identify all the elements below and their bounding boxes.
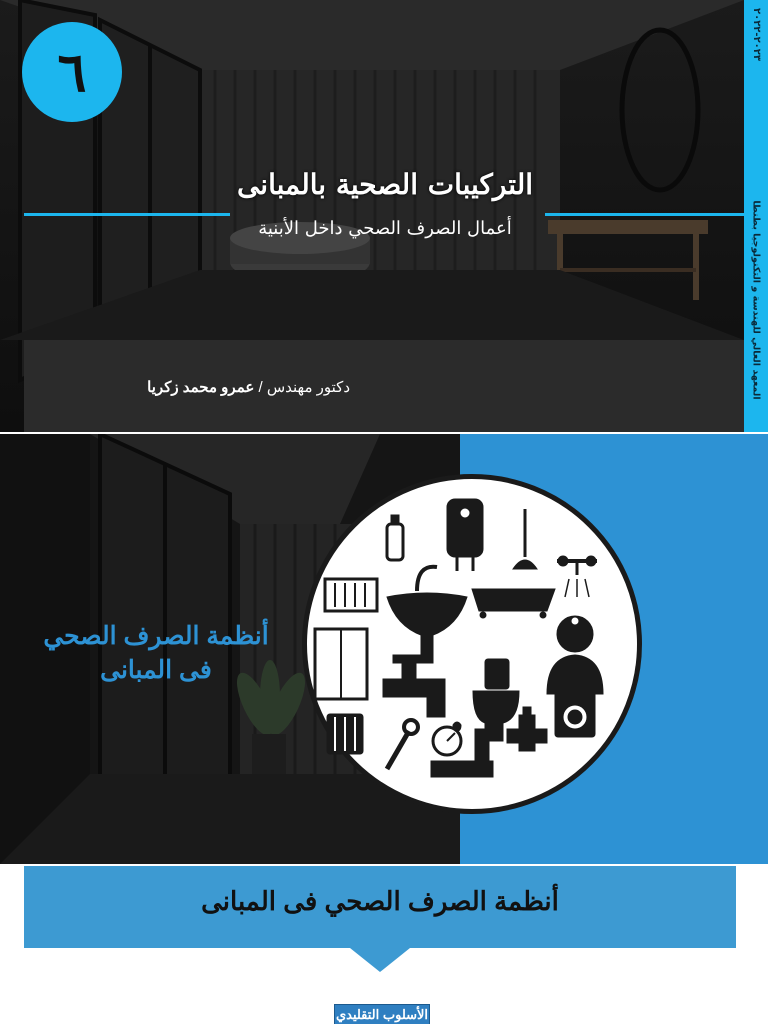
title-slide [0, 0, 768, 432]
washbasin-icon [387, 567, 467, 663]
author-line [90, 378, 350, 396]
plumbing-icons-circle [302, 474, 642, 814]
icons-group [307, 479, 637, 809]
slide-title: التركيبات الصحية بالمبانى [236, 168, 534, 201]
watermark-text [4, 896, 14, 1016]
institution-sidebar [744, 0, 768, 432]
shower-head-icon [557, 556, 597, 597]
title-underline-right [545, 213, 744, 216]
title-line-1: أنظمة الصرف الصحي [43, 622, 269, 650]
wrench-icon [387, 720, 418, 769]
slide-title [40, 620, 272, 688]
author-name: عمرو محمد زكريا [147, 379, 255, 396]
down-arrow-icon [350, 948, 410, 972]
plumber-icon [547, 616, 603, 694]
chapter-number-badge: ٦ [22, 22, 122, 122]
plunger-icon [513, 509, 537, 569]
slide-title: أنظمة الصرف الصحي فى المبانى [201, 886, 559, 916]
traditional-method-box: الأسلوب التقليدي [334, 1004, 430, 1024]
academic-year: ٢٠٢٣-٢٠٢٢ [751, 8, 762, 61]
title-underline-left [24, 213, 230, 216]
bathtub-icon [472, 589, 555, 618]
pressure-gauge-icon [431, 727, 493, 777]
watermark-text [4, 30, 14, 410]
author-prefix: دكتور مهندس / [254, 379, 350, 396]
washing-machine-icon [555, 689, 595, 737]
tap-icon [383, 655, 461, 731]
systems-slide [0, 434, 768, 864]
detergent-bottle-icon [387, 515, 403, 560]
radiator-icon [325, 579, 377, 611]
slide-subtitle: أعمال الصرف الصحي داخل الأبنية [258, 218, 512, 239]
shower-cabin-icon [315, 629, 367, 699]
institution-name: المعهد العالي للهندسة و التكنولوجيا بطنطا [750, 200, 762, 400]
heater-icon [327, 714, 363, 754]
water-heater-icon [447, 499, 483, 571]
diagram-slide [0, 866, 768, 1024]
title-line-2: فى المبانى [100, 655, 212, 684]
